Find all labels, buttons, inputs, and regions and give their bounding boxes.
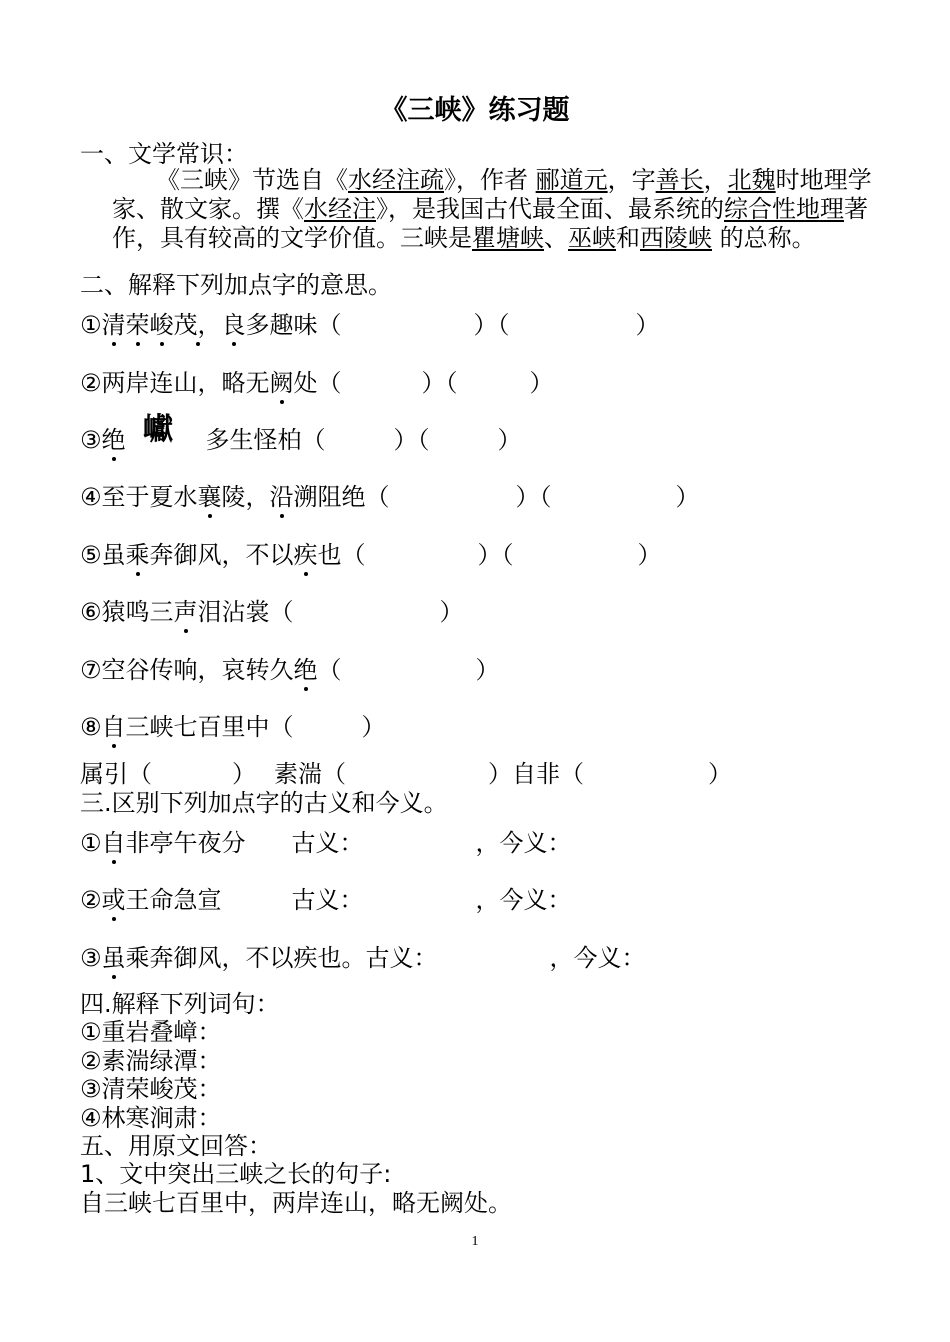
phrase-item-1: ①重岩叠嶂： bbox=[80, 1018, 222, 1046]
question-2-9: 属引（ ） 素湍（ ）自非（ ） bbox=[80, 760, 732, 788]
question-2-8: ⑧自三峡七百里中（ ） bbox=[80, 713, 386, 741]
page-title: 《三峡》练习题 bbox=[380, 95, 570, 126]
phrase-item-3: ③清荣峻茂： bbox=[80, 1075, 222, 1103]
question-3-2: ②或王命急宣 古义： ，今义： bbox=[80, 886, 572, 914]
question-2-5: ⑤虽乘奔御风，不以疾也（ ）（ ） bbox=[80, 541, 662, 569]
question-2-3: ③绝 多生怪柏（ ）（ ） bbox=[80, 426, 522, 454]
section-2-heading: 二、解释下列加点字的意思。 bbox=[80, 271, 392, 299]
section-5-heading: 五、用原文回答： bbox=[80, 1132, 272, 1160]
rare-character-yan: 巘 bbox=[143, 412, 173, 447]
section-1-paragraph: 《三峡》节选自《水经注疏》，作者 郦道元，字善长，北魏时地理学家、散文家。撰《水经注》，是我国古代最全面、最系统的综合性地理著作，具有较高的文学价值。三峡是瞿塘峡、巫峡和西陵峡 的总称。 bbox=[112, 166, 872, 252]
question-2-1: ①清荣峻茂，良多趣味（ ）（ ） bbox=[80, 311, 660, 339]
question-2-4: ④至于夏水襄陵，沿溯阻绝（ ）（ ） bbox=[80, 483, 700, 511]
question-3-1: ①自非亭午夜分 古义： ，今义： bbox=[80, 829, 572, 857]
section-5-answer: 自三峡七百里中，两岸连山，略无阙处。 bbox=[80, 1189, 512, 1217]
section-3-heading: 三.区别下列加点字的古义和今义。 bbox=[80, 789, 448, 817]
phrase-item-2: ②素湍绿潭： bbox=[80, 1047, 222, 1075]
section-4-heading: 四.解释下列词句： bbox=[80, 990, 280, 1018]
section-1-heading: 一、文学常识： bbox=[80, 140, 248, 168]
question-2-2: ②两岸连山，略无阙处（ ）（ ） bbox=[80, 369, 554, 397]
phrase-item-4: ④林寒涧肃： bbox=[80, 1104, 222, 1132]
page-number: 1 bbox=[471, 1234, 479, 1249]
question-2-7: ⑦空谷传响，哀转久绝（ ） bbox=[80, 656, 500, 684]
question-2-6: ⑥猿鸣三声泪沾裳（ ） bbox=[80, 598, 464, 626]
question-3-3: ③虽乘奔御风，不以疾也。古义： ，今义： bbox=[80, 944, 646, 972]
section-5-question: 1、文中突出三峡之长的句子: bbox=[80, 1160, 392, 1188]
